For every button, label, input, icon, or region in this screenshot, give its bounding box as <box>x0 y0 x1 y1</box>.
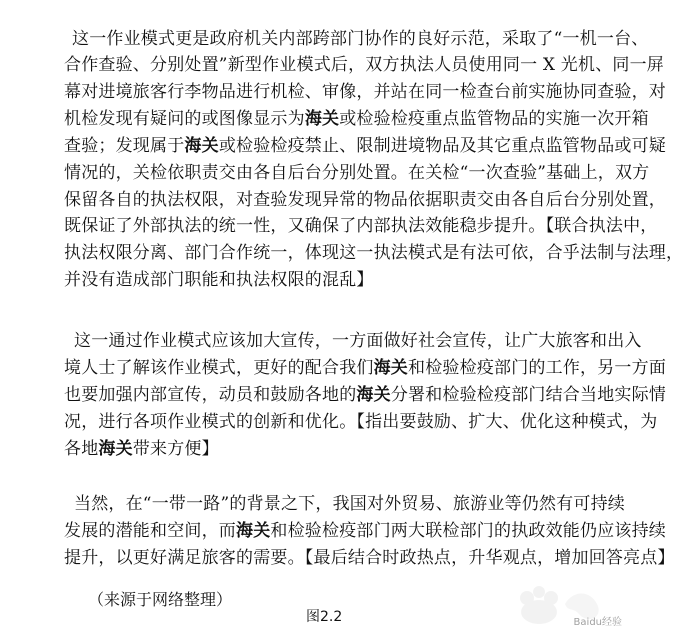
source-note: （来源于网络整理） <box>88 590 233 609</box>
paragraph1-line5: 查验；发现属于海关或检验检疫禁止、限制进境物品及其它重点监管物品或可疑 <box>64 136 667 156</box>
paragraph1-line9: 执法权限分离、部门合作统一，体现这一执法模式是有法可依，合乎法制与法理， <box>64 243 683 263</box>
highlighted-keyword: 海关 <box>98 439 133 459</box>
paragraph1-line10: 并没有造成部门职能和执法权限的混乱】 <box>64 270 374 290</box>
paragraph1-line7: 保留各自的执法权限，对查验发现异常的物品依据职责交由各自后台分别处置， <box>64 190 666 210</box>
highlighted-keyword: 海关 <box>373 358 409 378</box>
paragraph1-line3: 幕对进境旅客行李物品进行机检、审像，并站在同一检查台前实施协同查验，对 <box>64 82 666 102</box>
paragraph2-line2: 境人士了解该作业模式，更好的配合我们海关和检验检疫部门的工作，另一方面 <box>64 358 667 378</box>
highlighted-keyword: 海关 <box>356 385 391 405</box>
highlighted-keyword: 海关 <box>236 521 271 541</box>
paragraph2-line1: 这一通过作业模式应该加大宣传，一方面做好社会宣传，让广大旅客和出入 <box>74 331 642 351</box>
paragraph2-line4: 况，进行各项作业模式的创新和优化。【指出要鼓励、扩大、优化这种模式，为 <box>64 412 658 432</box>
highlighted-keyword: 海关 <box>304 109 340 129</box>
paragraph1-line2: 合作查验、分别处置”新型作业模式后，双方执法人员使用同一 X 光机、同一屏 <box>64 55 664 75</box>
paragraph2-line5: 各地海关带来方便】 <box>64 439 219 459</box>
paragraph1-line6: 情况的，关检依职责交由各自后台分别处置。在关检“一次查验”基础上，双方 <box>64 163 650 183</box>
highlighted-keyword: 海关 <box>184 136 219 156</box>
figure-caption: 图2.2 <box>306 609 343 625</box>
paragraph3-line1: 当然，在“一带一路”的背景之下，我国对外贸易、旅游业等仍然有可持续 <box>74 494 625 514</box>
paragraph3-line2: 发展的潜能和空间，而海关和检验检疫部门两大联检部门的执政效能仍应该持续 <box>64 521 667 541</box>
paragraph1-line4: 机检发现有疑问的或图像显示为海关或检验检疫重点监管物品的实施一次开箱 <box>64 109 649 129</box>
paragraph1-line8: 既保证了外部执法的统一性，又确保了内部执法效能稳步提升。【联合执法中， <box>64 216 658 236</box>
paragraph2-line3: 也要加强内部宣传，动员和鼓励各地的海关分署和检验检疫部门结合当地实际情 <box>64 385 667 405</box>
watermark-text: Baidu经验 <box>573 617 622 628</box>
paragraph3-line3: 提升，以更好满足旅客的需要。【最后结合时政热点，升华观点，增加回答亮点】 <box>64 548 675 568</box>
paragraph1-line1: 这一作业模式更是政府机关内部跨部门协作的良好示范，采取了“一机一台、 <box>72 29 649 49</box>
